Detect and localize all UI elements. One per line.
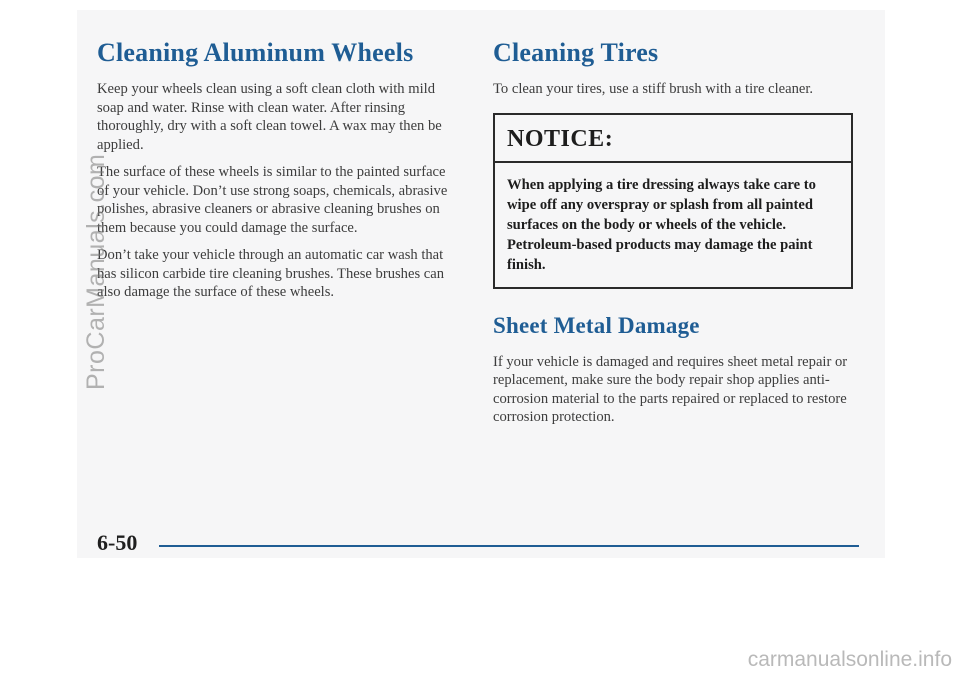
- side-watermark: ProCarManuals.com: [82, 153, 110, 390]
- page-number: 6-50: [97, 530, 138, 555]
- section-title-aluminum-wheels: Cleaning Aluminum Wheels: [97, 38, 414, 67]
- paragraph: To clean your tires, use a stiff brush with a tire cleaner.: [493, 81, 814, 97]
- right-column: [493, 38, 855, 436]
- paragraph: The surface of these wheels is similar to the painted surface of your vehicle. Don’t use strong soaps, chemicals, abrasive polishes, abrasive cleaners or abrasive cleaning brushes on them because you could damage the surface.: [97, 164, 448, 236]
- left-column: [97, 38, 457, 311]
- bottom-watermark: carmanualsonline.info: [747, 648, 952, 671]
- paragraph: Don’t take your vehicle through an automatic car wash that has silicon carbide tire cleaning brushes. These brushes can also damage the surface of these wheels.: [97, 247, 445, 300]
- footer-rule: [159, 545, 859, 547]
- paragraph: If your vehicle is damaged and requires sheet metal repair or replacement, make sure the body repair shop applies anti-corrosion material to the parts repaired or replaced to restore corrosion protection.: [493, 353, 848, 425]
- paragraph: Keep your wheels clean using a soft clean cloth with mild soap and water. Rinse with clean water. After rinsing thoroughly, dry with a soft clean towel. A wax may then be applied.: [97, 81, 442, 153]
- notice-box: [493, 113, 853, 289]
- notice-heading: NOTICE:: [495, 115, 851, 163]
- notice-text: When applying a tire dressing always take care to wipe off any overspray or splash from all painted surfaces on the body or wheels of the vehicle. Petroleum-based products may damage the paint finish.: [507, 176, 816, 273]
- section-title-cleaning-tires: Cleaning Tires: [493, 38, 659, 67]
- page-footer: [97, 530, 859, 560]
- section-title-sheet-metal-damage: Sheet Metal Damage: [493, 312, 700, 338]
